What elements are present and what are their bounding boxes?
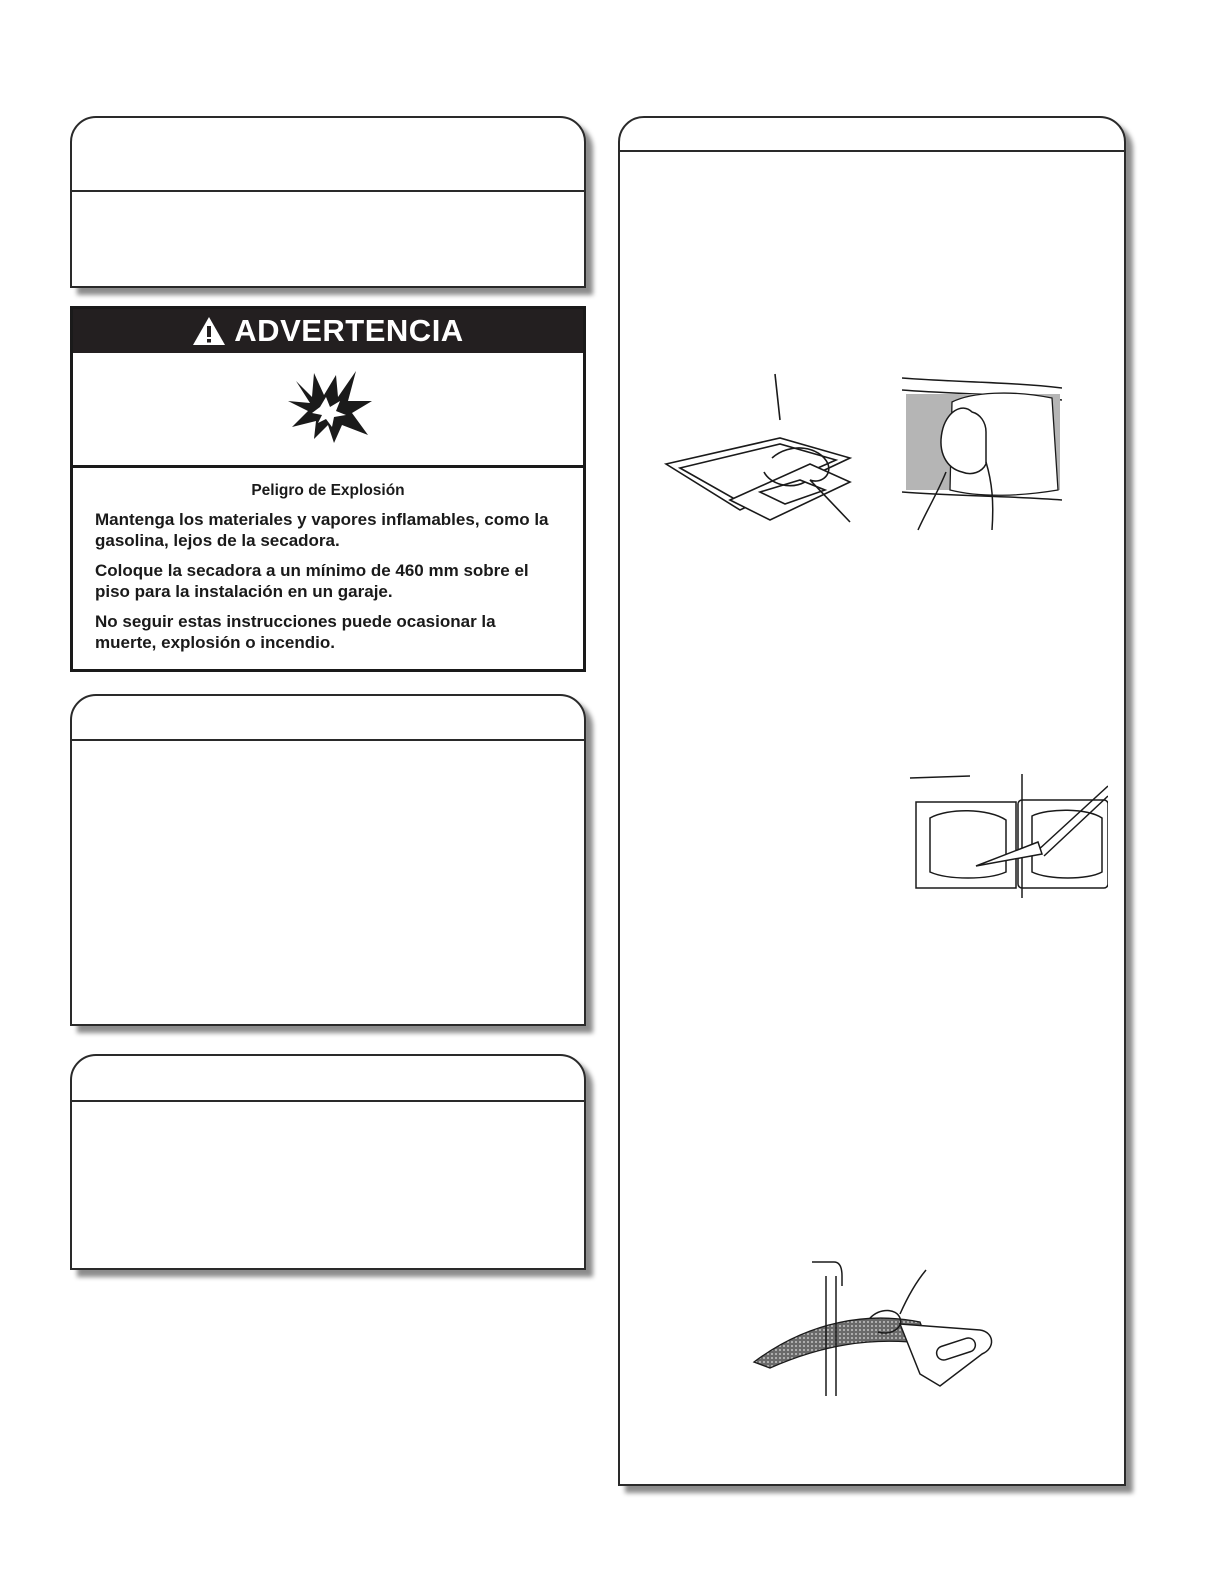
warning-icon-area <box>73 353 583 468</box>
vacuum-lint-illustration <box>908 772 1108 902</box>
lint-screen-removal-illustration <box>660 372 860 552</box>
info-box-1 <box>70 116 586 288</box>
rinse-lint-screen-illustration <box>750 1256 1000 1396</box>
warning-text <box>73 468 583 653</box>
warning-paragraph: No seguir estas instrucciones puede ocasionar la muerte, explosión o incendio. <box>95 612 496 652</box>
info-box-3 <box>70 1054 586 1270</box>
warning-header-label: ADVERTENCIA <box>234 313 464 348</box>
explosion-icon <box>286 367 376 447</box>
lint-wipe-illustration <box>902 372 1062 532</box>
box-divider <box>72 1100 584 1102</box>
warning-paragraph: Coloque la secadora a un mínimo de 460 mm sobre el piso para la instalación en un garaje. <box>95 561 529 601</box>
warning-header <box>73 309 583 353</box>
box-divider <box>72 739 584 741</box>
box-divider <box>72 190 584 192</box>
box-divider <box>620 150 1124 152</box>
warning-panel <box>70 306 586 672</box>
info-box-2 <box>70 694 586 1026</box>
warning-title: Peligro de Explosión <box>251 482 405 499</box>
warning-triangle-icon <box>192 316 226 346</box>
warning-paragraph: Mantenga los materiales y vapores inflamables, como la gasolina, lejos de la secadora. <box>95 510 549 550</box>
